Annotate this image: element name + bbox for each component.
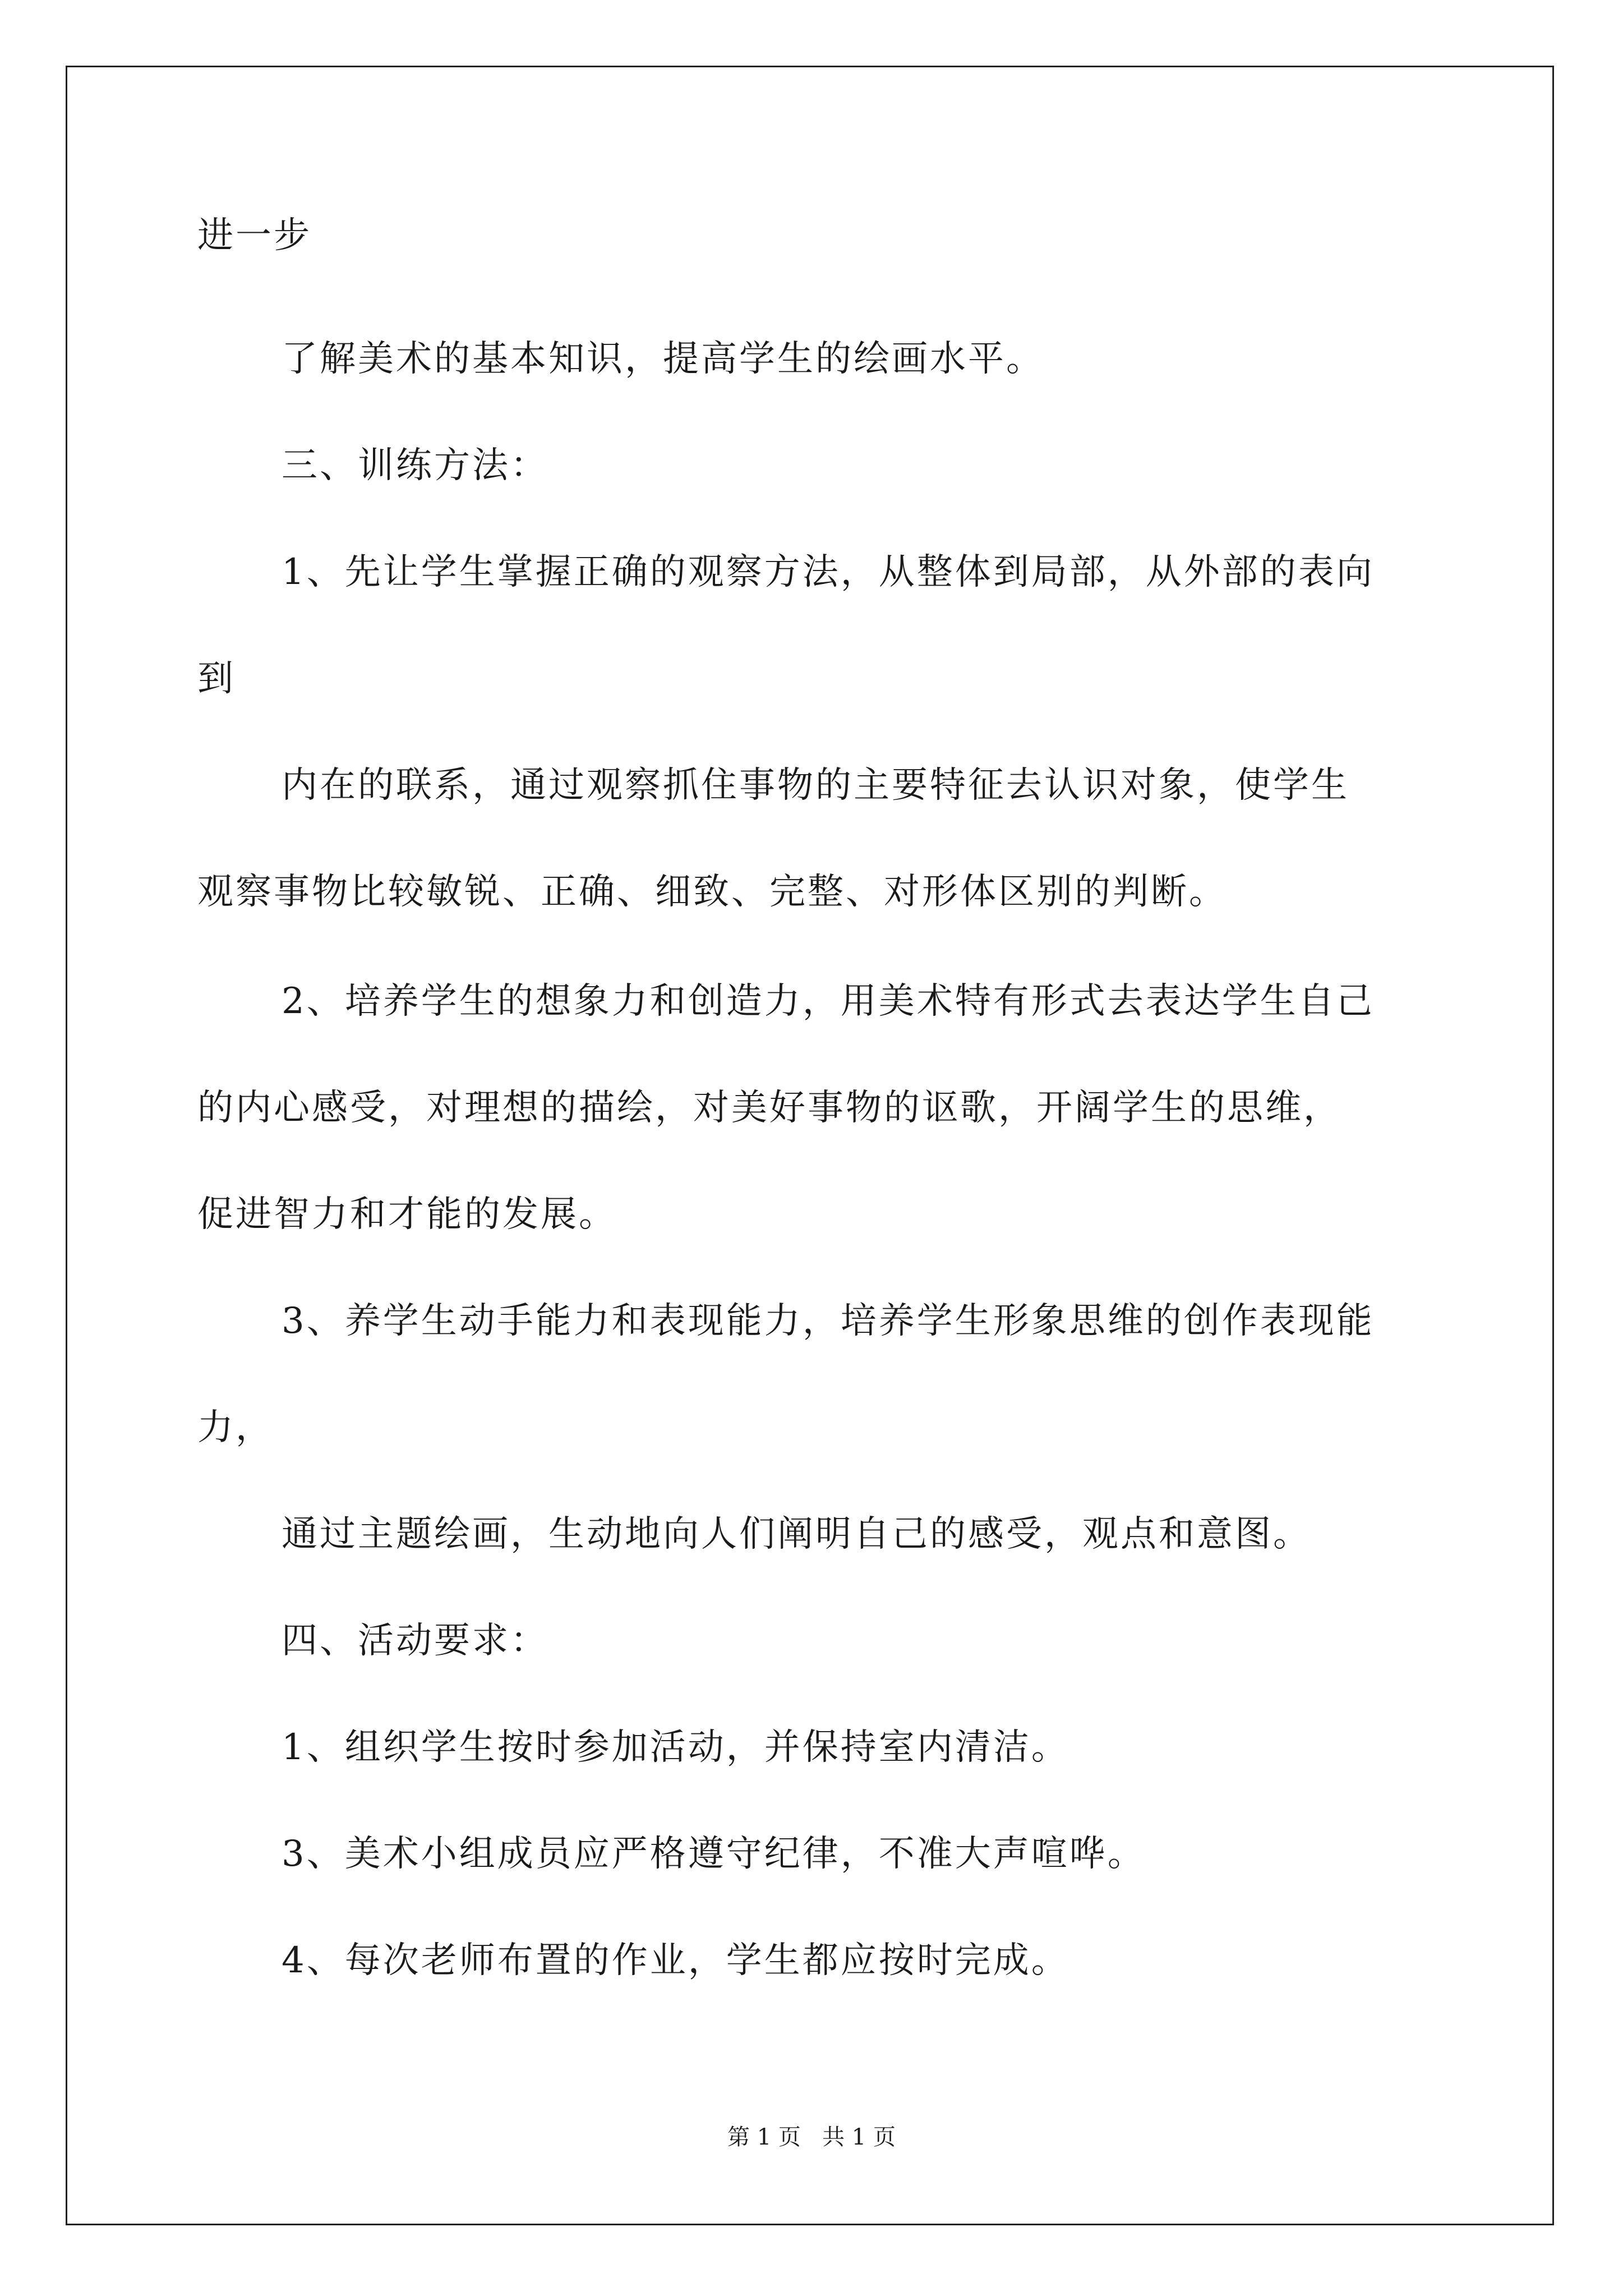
page-border — [66, 66, 1554, 2225]
section-heading: 四、活动要求： — [282, 1620, 548, 1662]
section-heading: 三、训练方法： — [282, 445, 548, 486]
text-line: 通过主题绘画，生动地向人们阐明自己的感受，观点和意图。 — [282, 1513, 1311, 1555]
text-line: 的内心感受，对理想的描绘，对美好事物的讴歌，开阔学生的思维， — [197, 1087, 1341, 1129]
text-line: 3、美术小组成员应严格遵守纪律，不准大声喧哗。 — [282, 1833, 1146, 1875]
text-line: 到 — [197, 658, 236, 700]
text-line: 观察事物比较敏锐、正确、细致、完整、对形体区别的判断。 — [197, 871, 1227, 913]
text-line: 1、先让学生掌握正确的观察方法，从整体到局部，从外部的表向 — [282, 551, 1375, 593]
text-line: 1、组织学生按时参加活动，并保持室内清洁。 — [282, 1727, 1069, 1768]
text-line: 促进智力和才能的发展。 — [197, 1194, 617, 1235]
page-number-footer: 第 1 页 共 1 页 — [727, 2124, 896, 2150]
text-line: 2、培养学生的想象力和创造力，用美术特有形式去表达学生自己 — [282, 981, 1375, 1022]
text-line: 3、养学生动手能力和表现能力，培养学生形象思维的创作表现能 — [282, 1300, 1375, 1342]
text-line: 了解美术的基本知识，提高学生的绘画水平。 — [282, 338, 1044, 380]
text-line: 力， — [197, 1407, 274, 1448]
text-line: 进一步 — [197, 215, 312, 256]
text-line: 4、每次老师布置的作业，学生都应按时完成。 — [282, 1940, 1069, 1981]
text-line: 内在的联系，通过观察抓住事物的主要特征去认识对象，使学生 — [282, 765, 1349, 806]
